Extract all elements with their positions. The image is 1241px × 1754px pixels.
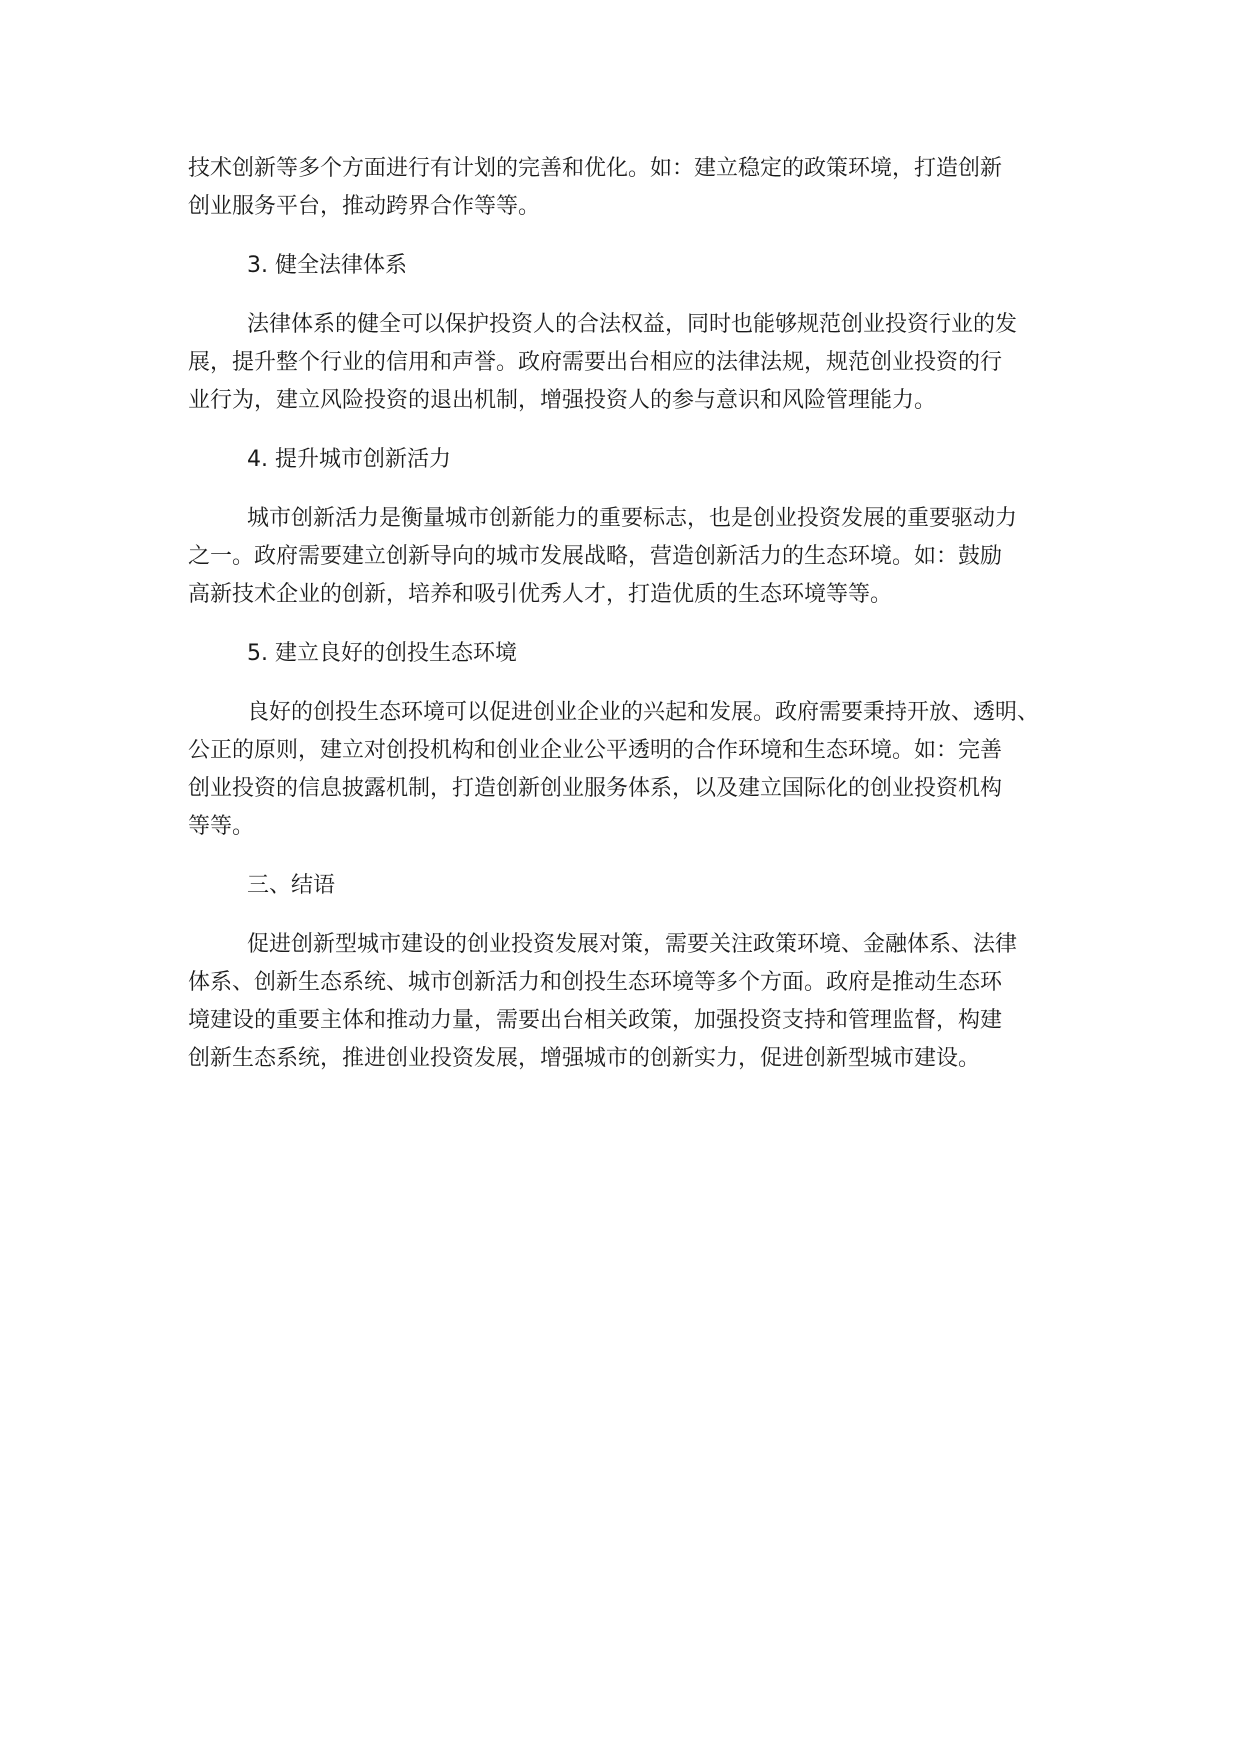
paragraph-line: 高新技术企业的创新，培养和吸引优秀人才，打造优质的生态环境等等。 — [188, 582, 893, 607]
paragraph-line: 创业投资的信息披露机制，打造创新创业服务体系，以及建立国际化的创业投资机构 — [188, 776, 1003, 801]
paragraph-conclusion — [188, 926, 1068, 1078]
document-body — [188, 150, 1068, 1078]
heading-text: 5. 建立良好的创投生态环境 — [247, 641, 517, 666]
paragraph-line: 体系、创新生态系统、城市创新活力和创投生态环境等多个方面。政府是推动生态环 — [188, 970, 1003, 995]
paragraph-line: 法律体系的健全可以保护投资人的合法权益，同时也能够规范创业投资行业的发 — [247, 312, 1018, 337]
section-heading-vc-ecosystem — [188, 635, 1068, 673]
paragraph-line: 展，提升整个行业的信用和声誉。政府需要出台相应的法律法规，规范创业投资的行 — [188, 350, 1003, 375]
heading-text: 三、结语 — [247, 873, 336, 898]
section-heading-legal-system — [188, 247, 1068, 285]
paragraph-line: 境建设的重要主体和推动力量，需要出台相关政策，加强投资支持和管理监督，构建 — [188, 1008, 1003, 1033]
paragraph-line: 之一。政府需要建立创新导向的城市发展战略，营造创新活力的生态环境。如：鼓励 — [188, 544, 1003, 569]
paragraph-line: 业行为，建立风险投资的退出机制，增强投资人的参与意识和风险管理能力。 — [188, 388, 937, 413]
section-heading-conclusion — [188, 867, 1068, 905]
section-heading-city-innovation — [188, 441, 1068, 479]
paragraph-city-innovation — [188, 500, 1068, 614]
paragraph-line: 良好的创投生态环境可以促进创业企业的兴起和发展。政府需要秉持开放、透明、 — [247, 700, 1040, 725]
heading-text: 3. 健全法律体系 — [247, 253, 407, 278]
paragraph-line: 城市创新活力是衡量城市创新能力的重要标志，也是创业投资发展的重要驱动力 — [247, 506, 1018, 531]
heading-text: 4. 提升城市创新活力 — [247, 447, 451, 472]
paragraph-legal-system — [188, 306, 1068, 420]
paragraph-vc-ecosystem — [188, 694, 1068, 846]
paragraph-line: 创业服务平台，推动跨界合作等等。 — [188, 194, 541, 219]
paragraph-line: 创新生态系统，推进创业投资发展，增强城市的创新实力，促进创新型城市建设。 — [188, 1046, 981, 1071]
paragraph-line: 公正的原则，建立对创投机构和创业企业公平透明的合作环境和生态环境。如：完善 — [188, 738, 1003, 763]
paragraph-continuation — [188, 150, 1068, 226]
paragraph-line: 促进创新型城市建设的创业投资发展对策，需要关注政策环境、金融体系、法律 — [247, 932, 1018, 957]
paragraph-line: 技术创新等多个方面进行有计划的完善和优化。如：建立稳定的政策环境，打造创新 — [188, 156, 1003, 181]
paragraph-line: 等等。 — [188, 814, 255, 839]
